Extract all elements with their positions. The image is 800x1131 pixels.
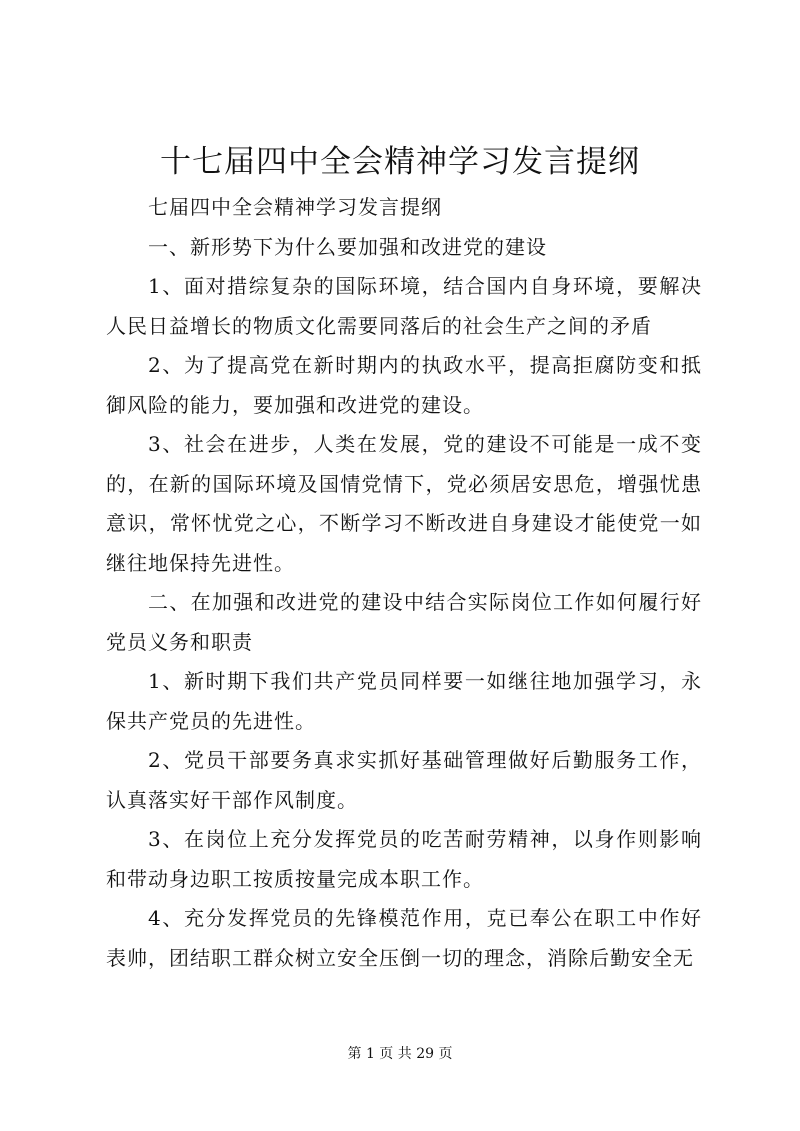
paragraph-2-1: 1、新时期下我们共产党员同样要一如继往地加强学习，永保共产党员的先进性。 [106,669,702,733]
paragraph-1-2: 2、为了提高党在新时期内的执政水平，提高拒腐防变和抵御风险的能力，要加强和改进党的建设。 [106,353,702,417]
section-heading-2: 二、在加强和改进党的建设中结合实际岗位工作如何履行好党员义务和职责 [106,590,702,654]
paragraph-2-2: 2、党员干部要务真求实抓好基础管理做好后勤服务工作，认真落实好干部作风制度。 [106,748,702,812]
section-heading-1: 一、新形势下为什么要加强和改进党的建设 [148,234,547,259]
paragraph-1-3: 3、社会在进步，人类在发展，党的建设不可能是一成不变的，在新的国际环境及国情党情下，党必须居安思危，增强忧患意识，常怀忧党之心，不断学习不断改进自身建设才能使党一如继往地保持先进性。 [106,432,702,575]
page-title: 十七届四中全会精神学习发言提纲 [160,144,640,180]
paragraph-1-1: 1、面对措综复杂的国际环境，结合国内自身环境，要解决人民日益增长的物质文化需要同落后的社会生产之间的矛盾 [106,274,702,338]
document-body [106,188,702,978]
paragraph-2-3: 3、在岗位上充分发挥党员的吃苦耐劳精神，以身作则影响和带动身边职工按质按量完成本职工作。 [106,827,702,891]
page-number-footer: 第 1 页 共 29 页 [347,1046,453,1062]
paragraph-2-4: 4、充分发挥党员的先锋模范作用，克已奉公在职工中作好表帅，团结职工群众树立安全压倒一切的理念，消除后勤安全无 [106,906,702,970]
paragraph-subtitle: 七届四中全会精神学习发言提纲 [148,195,442,219]
